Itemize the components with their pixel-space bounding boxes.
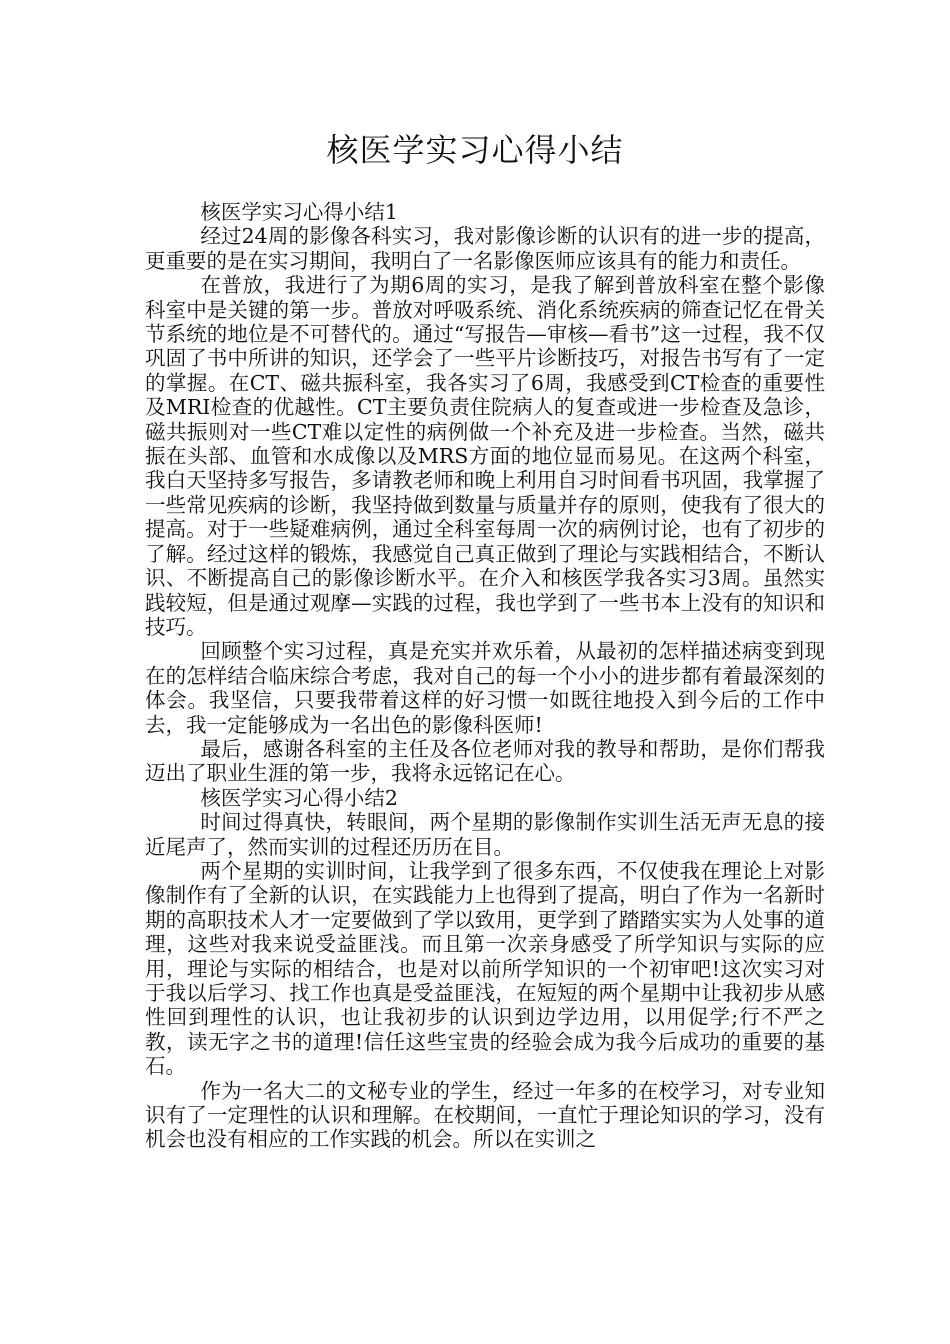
paragraph: 经过24周的影像各科实习，我对影像诊断的认识有的进一步的提高，更重要的是在实习期间，我明白了一名影像医师应该具有的能力和责任。: [145, 224, 825, 273]
paragraph: 时间过得真快，转眼间，两个星期的影像制作实训生活无声无息的接近尾声了，然而实训的过程还历历在目。: [145, 810, 825, 859]
paragraph: 在普放，我进行了为期6周的实习，是我了解到普放科室在整个影像科室中是关键的第一步。普放对呼吸系统、消化系统疾病的筛查记忆在骨关节系统的地位是不可替代的。通过“写报告—审核—看书”这一过程，我不仅巩固了书中所讲的知识，还学会了一些平片诊断技巧，对报告书写有了一定的掌握。在CT、磁共振科室，我各实习了6周，我感受到CT检查的重要性及MRI检查的优越性。CT主要负责住院病人的复查或进一步检查及急诊，磁共振则对一些CT难以定性的病例做一个补充及进一步检查。当然，磁共振在头部、血管和水成像以及MRS方面的地位显而易见。在这两个科室，我白天坚持多写报告，多请教老师和晚上利用自习时间看书巩固，我掌握了一些常见疾病的诊断，我坚持做到数量与质量并存的原则，使我有了很大的提高。对于一些疑难病例，通过全科室每周一次的病例讨论，也有了初步的了解。经过这样的锻炼，我感觉自己真正做到了理论与实践相结合，不断认识、不断提高自己的影像诊断水平。在介入和核医学我各实习3周。虽然实践较短，但是通过观摩—实践的过程，我也学到了一些书本上没有的知识和技巧。: [145, 273, 825, 639]
section-heading-1: 核医学实习心得小结1: [200, 200, 398, 224]
document-body: [145, 200, 825, 1152]
paragraph: 回顾整个实习过程，真是充实并欢乐着，从最初的怎样描述病变到现在的怎样结合临床综合考虑，我对自己的每一个小小的进步都有着最深刻的体会。我坚信，只要我带着这样的好习惯一如既往地投入到今后的工作中去，我一定能够成为一名出色的影像科医师!: [145, 639, 825, 737]
paragraph: 作为一名大二的文秘专业的学生，经过一年多的在校学习，对专业知识有了一定理性的认识和理解。在校期间，一直忙于理论知识的学习，没有机会也没有相应的工作实践的机会。所以在实训之: [145, 1078, 825, 1152]
paragraph: 最后，感谢各科室的主任及各位老师对我的教导和帮助，是你们帮我迈出了职业生涯的第一步，我将永远铭记在心。: [145, 736, 825, 786]
paragraph: 两个星期的实训时间，让我学到了很多东西，不仅使我在理论上对影像制作有了全新的认识，在实践能力上也得到了提高，明白了作为一名新时期的高职技术人才一定要做到了学以致用，更学到了踏踏实实为人处事的道理，这些对我来说受益匪浅。而且第一次亲身感受了所学知识与实际的应用，理论与实际的相结合，也是对以前所学知识的一个初审吧!这次实习对于我以后学习、找工作也真是受益匪浅，在短短的两个星期中让我初步从感性回到理性的认识，也让我初步的认识到边学边用，以用促学;行不严之教，读无字之书的道理!信任这些宝贵的经验会成为我今后成功的重要的基石。: [145, 858, 825, 1079]
page-title: 核医学实习心得小结: [326, 131, 624, 169]
section-heading-2: 核医学实习心得小结2: [200, 785, 398, 810]
